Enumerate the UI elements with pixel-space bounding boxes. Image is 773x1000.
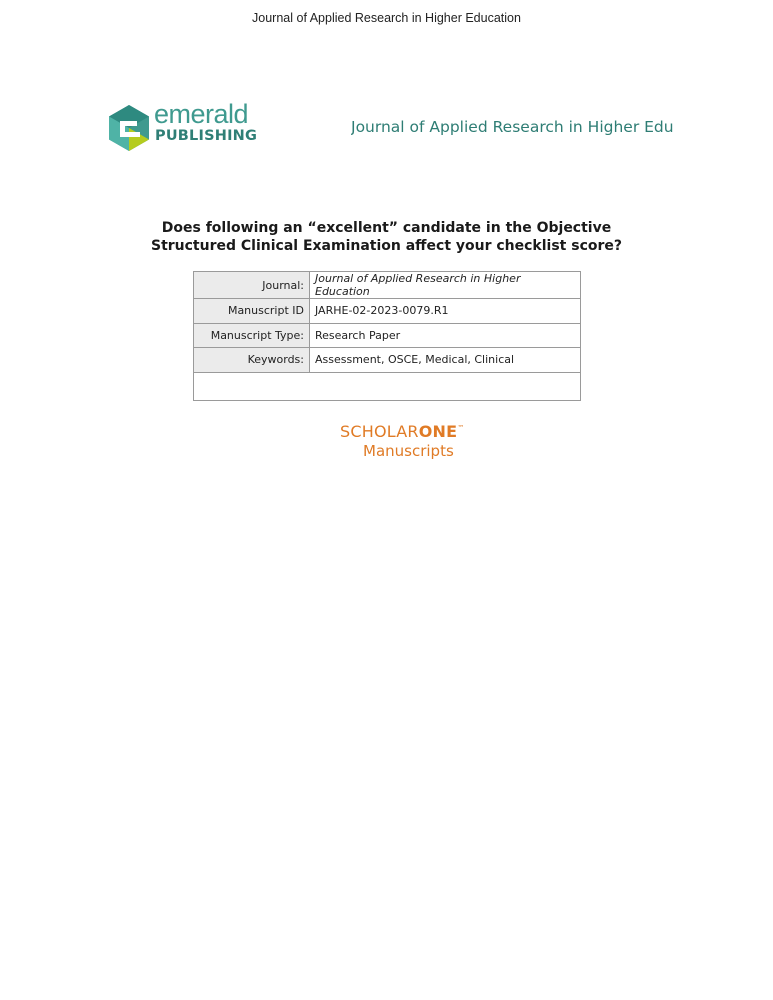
running-header: Journal of Applied Research in Higher Education xyxy=(252,11,521,25)
scholarone-manuscripts: Manuscripts xyxy=(363,442,454,460)
trademark-symbol: ™ xyxy=(457,424,465,432)
manuscript-metadata-table xyxy=(193,271,581,401)
empty-cell xyxy=(194,372,581,400)
logo-word-emerald: emerald xyxy=(154,99,249,129)
logo-word-publishing: PUBLISHING xyxy=(155,128,258,144)
manuscript-type-label: Manuscript Type: xyxy=(194,323,310,348)
manuscript-type-value: Research Paper xyxy=(310,323,581,348)
scholarone-logo xyxy=(340,424,464,459)
journal-banner: Journal of Applied Research in Higher Edu xyxy=(351,118,674,136)
table-row xyxy=(194,272,581,299)
paper-title xyxy=(100,219,673,255)
emerald-publishing-logo xyxy=(107,99,258,155)
scholarone-wordmark xyxy=(340,424,464,440)
emerald-logo-mark-icon xyxy=(107,103,151,153)
paper-title-line1: Does following an “excellent” candidate in the Objective xyxy=(161,220,612,236)
table-row xyxy=(194,323,581,348)
journal-label: Journal: xyxy=(194,272,310,299)
manuscript-id-value: JARHE-02-2023-0079.R1 xyxy=(310,299,581,324)
scholarone-part1: SCHOLAR xyxy=(340,422,419,441)
paper-title-line2: Structured Clinical Examination affect your checklist score? xyxy=(150,238,623,254)
scholarone-part2: ONE xyxy=(418,422,458,441)
keywords-label: Keywords: xyxy=(194,348,310,373)
table-row xyxy=(194,348,581,373)
empty-row xyxy=(194,372,581,400)
journal-value: Journal of Applied Research in Higher Education xyxy=(310,272,581,299)
manuscript-id-label: Manuscript ID xyxy=(194,299,310,324)
keywords-value: Assessment, OSCE, Medical, Clinical xyxy=(310,348,581,373)
table-row xyxy=(194,299,581,324)
